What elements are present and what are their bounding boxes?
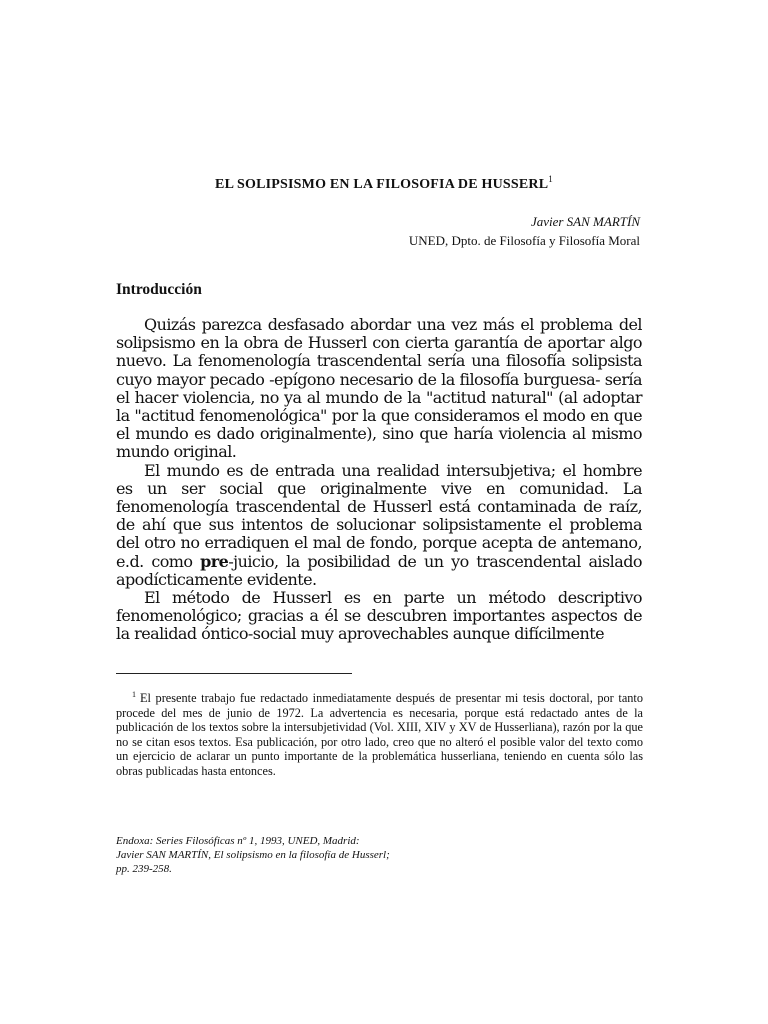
footnote-mark: 1 — [132, 690, 136, 699]
section-heading: Introducción — [116, 281, 202, 298]
body-text — [116, 316, 642, 644]
author-name: Javier SAN MARTÍN — [530, 214, 640, 229]
source-line-2: Javier SAN MARTÍN, El solipsismo en la filosofía de Husserl; — [116, 849, 390, 861]
paragraph-2-start: El mundo es de entrada una realidad intersubjetiva; el hombre es un ser social que originalmente vive en comunidad. La fenomenología trascendental de Husserl está contaminada de raíz, de ahí que sus intentos de solucionar solipsistamente el problema del otro no erradiquen el mal de fondo, porque acepta de antemano, e.d. como — [116, 460, 642, 571]
source-citation — [116, 834, 390, 876]
paragraph-1: Quizás parezca desfasado abordar una vez más el problema del solipsismo en la obra de Husserl con cierta garantía de aportar algo nuevo. La fenomenología trascendental sería una filosofía solipsista cuyo mayor pecado -epígono necesario de la filosofía burguesa- sería el hacer violencia, no ya al mundo de la "actitud natural" (al adoptar la "actitud fenomenológica" por la que consideramos el modo en que el mundo es dado originalmente), sino que haría violencia al mismo mundo original. — [116, 315, 642, 462]
paragraph-2-end: -juicio, la posibilidad de un yo trascendental aislado apodícticamente evidente. — [116, 551, 642, 589]
title-footnote-mark: 1 — [548, 174, 553, 184]
source-line-1: Endoxa: Series Filosóficas nº 1, 1993, UNED, Madrid: — [116, 835, 360, 847]
paragraph-2 — [116, 462, 642, 589]
paragraph-2-bold-prefix: pre — [200, 551, 229, 571]
article-title — [0, 174, 768, 193]
footnote-divider — [116, 673, 352, 674]
paragraph-3: El método de Husserl es en parte un método descriptivo fenomenológico; gracias a él se descubren importantes aspectos de la realidad óntico-social muy aprovechables aunque difícilmente — [116, 588, 642, 644]
author-affiliation: UNED, Dpto. de Filosofía y Filosofía Moral — [408, 233, 640, 248]
footnote — [116, 688, 643, 779]
author-block — [409, 212, 640, 250]
source-line-3: pp. 239-258. — [116, 863, 172, 875]
article-title-text: EL SOLIPSISMO EN LA FILOSOFIA DE HUSSERL — [215, 177, 549, 192]
footnote-text: El presente trabajo fue redactado inmediatamente después de presentar mi tesis doctoral, por tanto procede del mes de junio de 1972. La advertencia es necesaria, porque está redactado antes de la publicación de los textos sobre la intersubjetividad (Vol. XIII, XIV y XV de Husserliana), razón por la que no se citan esos textos. Esa publicación, por otro lado, creo que no alteró el posible valor del texto como un ejercicio de aclarar un punto importante de la problemática husserliana, teniendo en cuenta sólo las obras publicadas hasta entonces. — [116, 691, 643, 778]
